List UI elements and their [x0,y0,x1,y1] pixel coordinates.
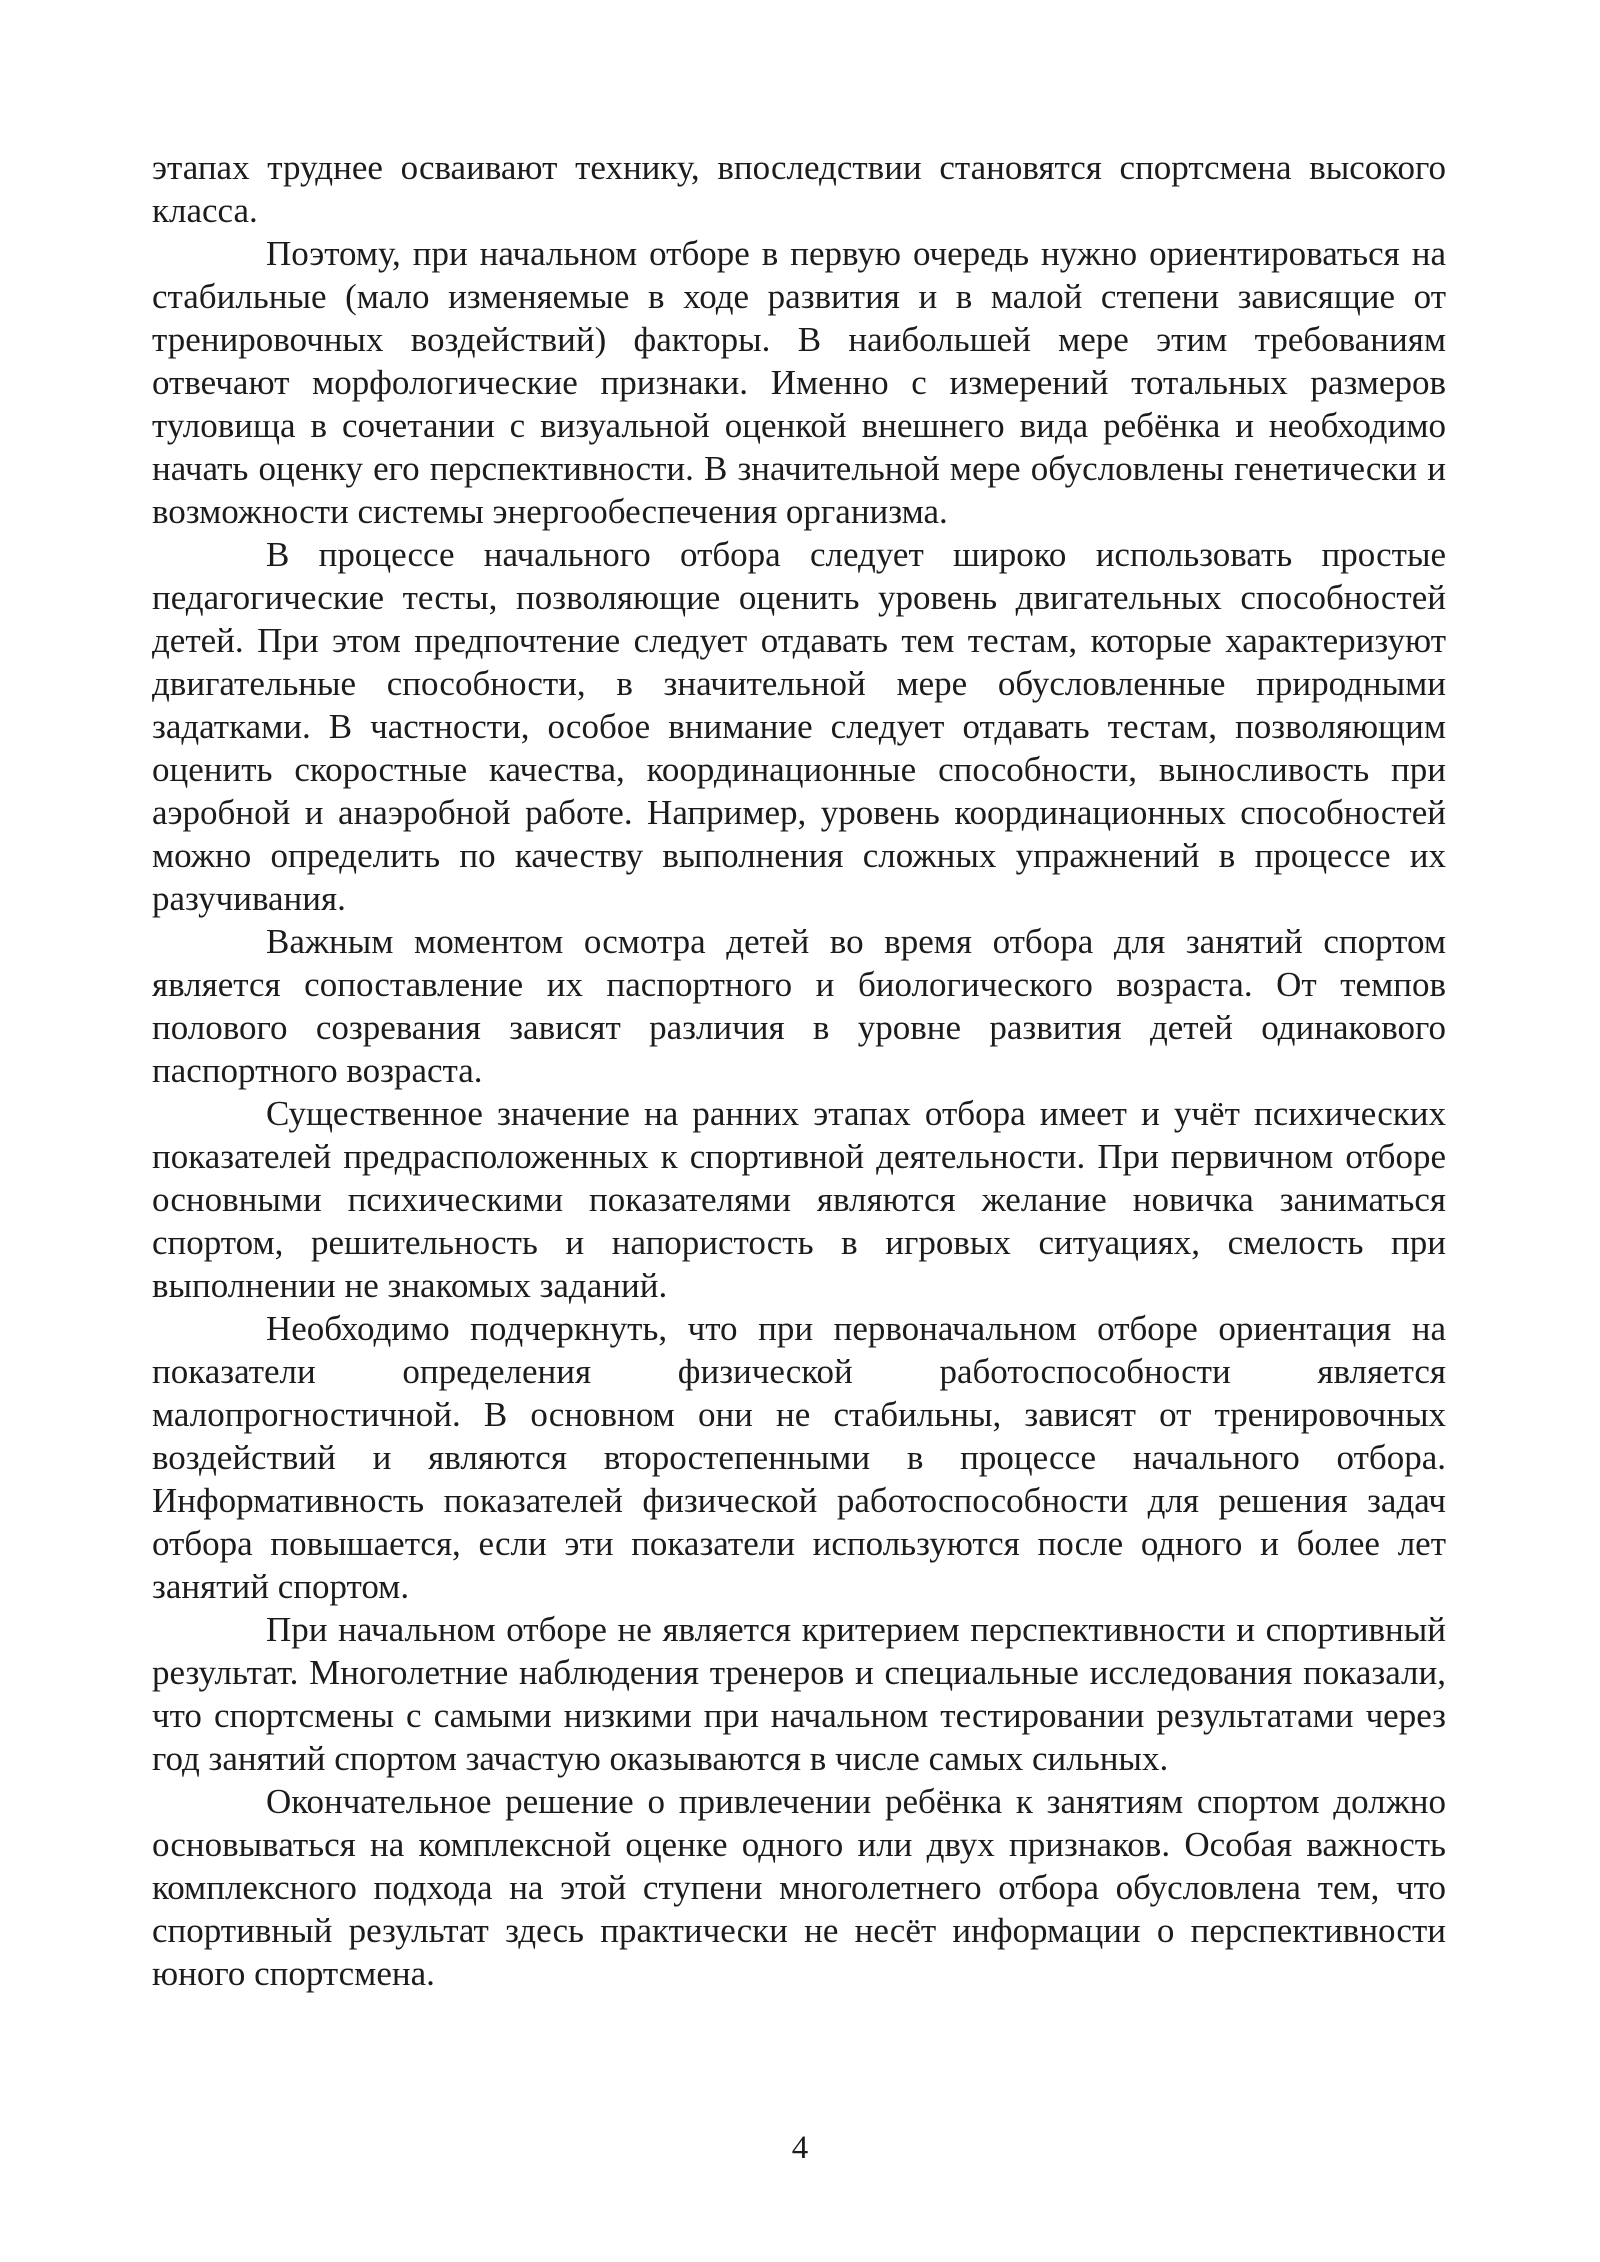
paragraph-1-continuation: этапах труднее осваивают технику, впоследствии становятся спортсмена высокого класса. [152,148,1446,230]
body-text [152,146,1446,1995]
paragraph-4: Важным моментом осмотра детей во время отбора для занятий спортом является сопоставление их паспортного и биологического возраста. От темпов полового созревания зависят различия в уровне развития детей одинакового паспортного возраста. [152,922,1446,1090]
paragraph-5: Существенное значение на ранних этапах отбора имеет и учёт психических показателей предрасположенных к спортивной деятельности. При первичном отборе основными психическими показателями являются желание новичка заниматься спортом, решительность и напористость в игровых ситуациях, смелость при выполнении не знакомых заданий. [152,1094,1446,1305]
paragraph-6: Необходимо подчеркнуть, что при первоначальном отборе ориентация на показатели определения физической работоспособности является малопрогностичной. В основном они не стабильны, зависят от тренировочных воздействий и являются второстепенными в процессе начального отбора. Информативность показателей физической работоспособности для решения задач отбора повышается, если эти показатели используются после одного и более лет занятий спортом. [152,1309,1446,1606]
paragraph-8: Окончательное решение о привлечении ребёнка к занятиям спортом должно основываться на комплексной оценке одного или двух признаков. Особая важность комплексного подхода на этой ступени многолетнего отбора обусловлена тем, что спортивный результат здесь практически не несёт информации о перспективности юного спортсмена. [152,1782,1446,1993]
page-number: 4 [791,2130,809,2166]
paragraph-7: При начальном отборе не является критерием перспективности и спортивный результат. Многолетние наблюдения тренеров и специальные исследования показали, что спортсмены с самыми низкими при начальном тестировании результатами через год занятий спортом зачастую оказываются в числе самых сильных. [152,1610,1446,1778]
paragraph-2: Поэтому, при начальном отборе в первую очередь нужно ориентироваться на стабильные (мало изменяемые в ходе развития и в малой степени зависящие от тренировочных воздействий) факторы. В наибольшей мере этим требованиям отвечают морфологические признаки. Именно с измерений тотальных размеров туловища в сочетании с визуальной оценкой внешнего вида ребёнка и необходимо начать оценку его перспективности. В значительной мере обусловлены генетически и возможности системы энергообеспечения организма. [152,234,1446,531]
paragraph-3: В процессе начального отбора следует широко использовать простые педагогические тесты, позволяющие оценить уровень двигательных способностей детей. При этом предпочтение следует отдавать тем тестам, которые характеризуют двигательные способности, в значительной мере обусловленные природными задатками. В частности, особое внимание следует отдавать тестам, позволяющим оценить скоростные качества, координационные способности, выносливость при аэробной и анаэробной работе. Например, уровень координационных способностей можно определить по качеству выполнения сложных упражнений в процессе их разучивания. [152,535,1446,918]
